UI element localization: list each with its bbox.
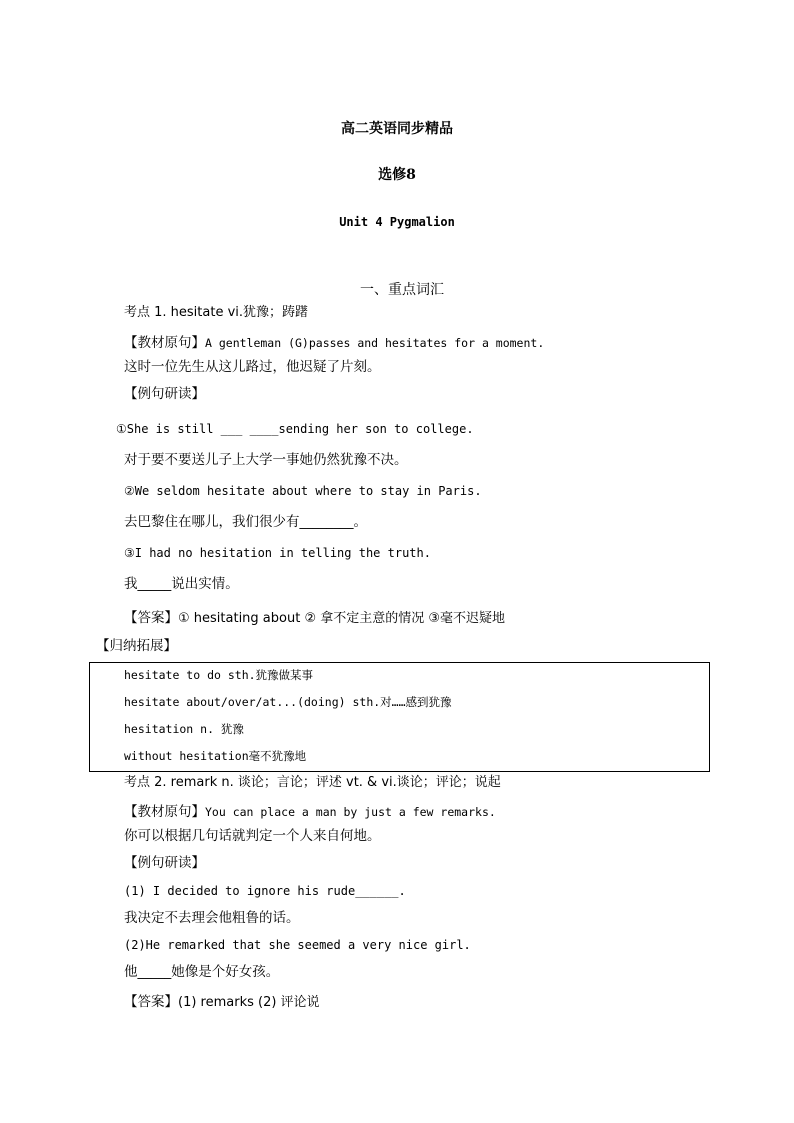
summary-item: hesitate to do sth.犹豫做某事 (124, 668, 314, 682)
example-2-translation: 去巴黎住在哪儿，我们很少有________。 (124, 514, 367, 530)
document-title: 高二英语同步精品 (341, 121, 453, 137)
answer-text: (1) remarks (2) 评论说 (178, 995, 320, 1010)
textbook-tag: 【教材原句】 (124, 804, 205, 820)
example-1-translation: 我决定不去理会他粗鲁的话。 (124, 910, 300, 926)
examples-tag: 【例句研读】 (124, 855, 205, 871)
textbook-sentence: A gentleman (G)passes and hesitates for a moment. (205, 336, 545, 350)
summary-item: without hesitation毫不犹豫地 (124, 749, 307, 763)
example-2: (2)He remarked that she seemed a very nice girl. (124, 938, 471, 952)
answer-tag: 【答案】 (124, 994, 178, 1010)
point2-textbook-line (124, 803, 496, 820)
document-subtitle: 选修8 (378, 167, 416, 183)
textbook-tag: 【教材原句】 (124, 335, 205, 351)
answer-tag: 【答案】 (124, 610, 178, 626)
textbook-sentence: You can place a man by just a few remarks. (205, 805, 496, 819)
answer-text: ① hesitating about ② 拿不定主意的情况 ③毫不迟疑地 (178, 611, 506, 626)
examples-tag: 【例句研读】 (124, 386, 205, 402)
summary-item: hesitation n. 犹豫 (124, 722, 244, 736)
example-1-translation: 对于要不要送儿子上大学一事她仍然犹豫不决。 (124, 452, 408, 468)
example-3-translation: 我_____说出实情。 (124, 576, 239, 592)
section-heading: 一、重点词汇 (360, 282, 444, 298)
unit-title: Unit 4 Pygmalion (339, 215, 455, 229)
textbook-translation: 这时一位先生从这儿路过，他迟疑了片刻。 (124, 359, 381, 375)
example-1: (1) I decided to ignore his rude______. (124, 884, 406, 898)
point2-answer-line (124, 993, 320, 1010)
point2-label: 考点 2. remark n. 谈论；言论；评述 vt. & vi.谈论；评论；说起 (124, 775, 501, 790)
point1-answer-line (124, 609, 505, 626)
example-3: ③I had no hesitation in telling the truth. (124, 546, 431, 560)
summary-item: hesitate about/over/at...(doing) sth.对……感到犹豫 (124, 695, 452, 709)
summary-heading: 【归纳拓展】 (96, 638, 177, 654)
example-1: ①She is still ___ ____sending her son to college. (116, 422, 474, 436)
point1-label: 考点 1. hesitate vi.犹豫；踌躇 (124, 305, 309, 320)
example-2: ②We seldom hesitate about where to stay in Paris. (124, 484, 482, 498)
textbook-translation: 你可以根据几句话就判定一个人来自何地。 (124, 828, 381, 844)
example-2-translation: 他_____她像是个好女孩。 (124, 964, 280, 980)
point1-textbook-line (124, 334, 544, 351)
